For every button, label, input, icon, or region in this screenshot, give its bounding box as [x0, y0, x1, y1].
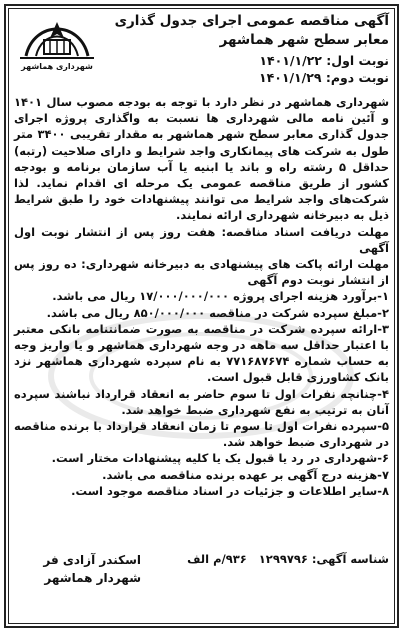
municipality-logo — [14, 12, 100, 82]
ad-identifier: شناسه آگهی: ۱۲۹۹۷۹۶ — [258, 552, 389, 566]
ad-frame — [4, 4, 399, 628]
condition-item: ۶-شهرداری در رد یا قبول یک یا کلیه پیشنهادات مختار است. — [51, 451, 389, 466]
signer-title: شهردار هماشهر — [44, 571, 141, 585]
deadline-documents: مهلت دریافت اسناد مناقصه: هفت روز پس از انتشار نوبت اول آگهی — [14, 224, 389, 255]
condition-item: ۴-چنانچه نفرات اول تا سوم حاضر به انعقاد قرارداد نباشند سپرده آنان به ترتیب به نفع شهرداری ضبط خواهد شد. — [14, 386, 389, 417]
first-publication-date: نوبت اول: ۱۴۰۱/۱/۲۲ — [259, 53, 389, 68]
ad-header — [12, 12, 391, 90]
condition-item: ۲-مبلغ سپرده شرکت در مناقصه ۸۵۰/۰۰۰/۰۰۰ ریال می باشد. — [46, 305, 389, 320]
ad-title: آگهی مناقصه عمومی اجرای جدول گذاری معابر سطح شهر هماشهر — [114, 13, 389, 48]
ad-code: ۹۳۶/م الف — [187, 552, 247, 566]
intro-paragraph: شهرداری هماشهر در نظر دارد با توجه به بودجه مصوب سال ۱۴۰۱ و آئین نامه مالی شهرداری ها نسبت به واگذاری پروژه اجرای جدول گذاری معابر سطح شهر هماشهر به مقدار تقریبی ۳۴۰۰ متر طول به شرکت های پیمانکاری واجد شرایط و دارای صلاحیت (رتبه) حداقل ۵ رشته راه و باند یا ابنیه یا آب سازمان برنامه و بودجه کشور از طریق مناقصه عمومی یک مرحله ای اقدام نماید. لذا شرکت‌های واجد شرایط می توانند پیشنهادات خود را طبق شرایط ذیل به دبیرخانه شهرداری ارائه نمایند. — [14, 95, 390, 223]
logo-text: شهرداری هماشهر — [21, 62, 93, 71]
logo-emblem-icon — [14, 12, 100, 64]
signer-name: اسکندر آزادی فر — [43, 553, 141, 567]
ad-body — [14, 94, 389, 499]
condition-item: ۳-ارائه سپرده شرکت در مناقصه به صورت ضمانتنامه بانکی معتبر با اعتبار حداقل سه ماهه در وجه شهرداری هماشهر و یا واریز وجه به حساب شماره ۷۷۱۶۸۷۶۷۴ به نام سپرده شهرداری هماشهر نزد بانک کشاورزی قابل قبول است. — [14, 321, 390, 385]
condition-item: ۸-سایر اطلاعات و جزئیات در اسناد مناقصه موجود است. — [71, 483, 389, 498]
second-publication-date: نوبت دوم: ۱۴۰۱/۱/۲۹ — [258, 70, 389, 85]
signature-block — [16, 551, 141, 587]
condition-item: ۷-هزینه درج آگهی بر عهده برنده مناقصه می باشد. — [102, 467, 389, 482]
deadline-offers: مهلت ارائه پاکت های پیشنهادی به دبیرخانه شهرداری: ده روز پس از انتشار نوبت دوم آگهی — [14, 257, 389, 288]
condition-item: ۱-برآورد هزینه اجرای پروژه ۱۷/۰۰۰/۰۰۰/۰۰۰ ریال می باشد. — [52, 289, 389, 304]
condition-item: ۵-سپرده نفرات اول تا سوم تا زمان انعقاد قرارداد با برنده مناقصه در شهرداری ضبط خواهد شد. — [14, 419, 389, 450]
ad-identifier-line — [179, 552, 389, 566]
